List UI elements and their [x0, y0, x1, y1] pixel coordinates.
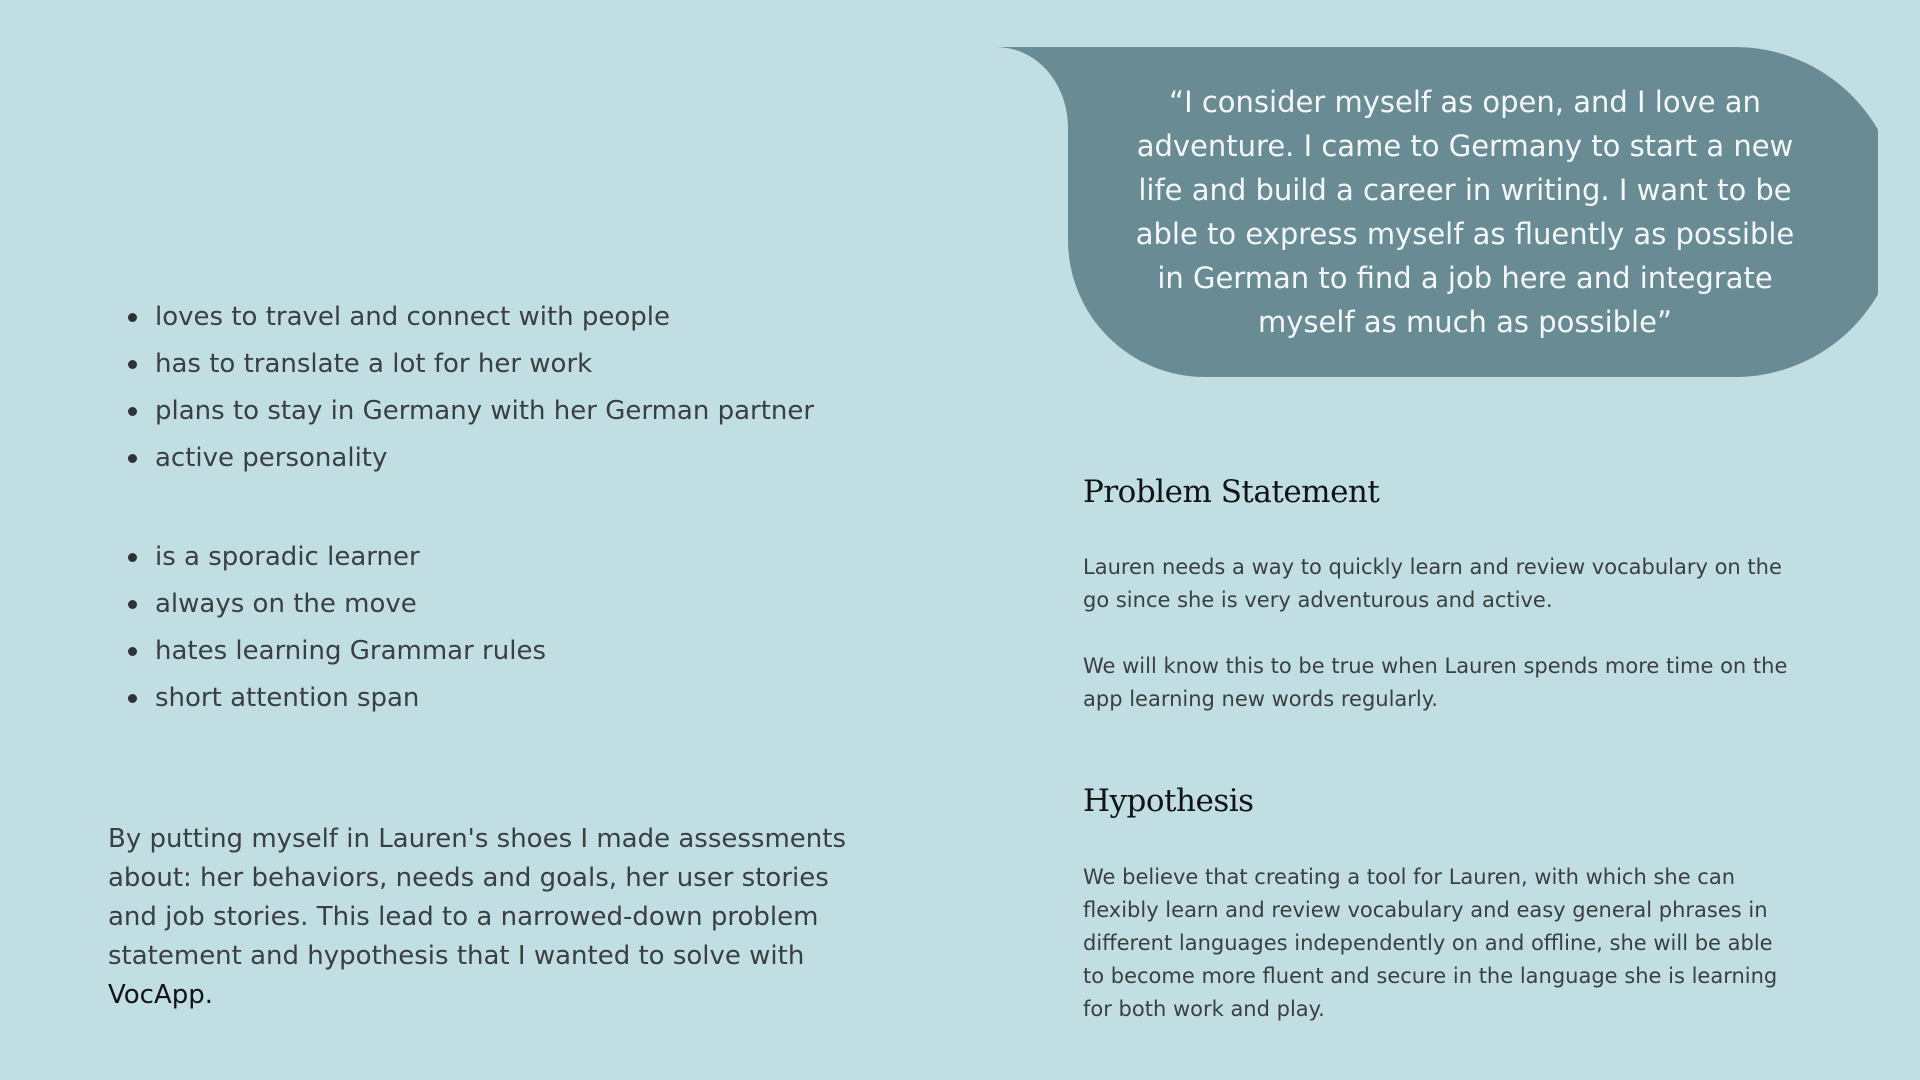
problem-statement-title: Problem Statement — [1083, 474, 1380, 510]
list-item: loves to travel and connect with people — [155, 294, 814, 341]
traits-list — [155, 294, 814, 482]
hypothesis-title: Hypothesis — [1083, 783, 1254, 819]
hypothesis-paragraph: We believe that creating a tool for Lauren, with which she can flexibly learn and review vocabulary and easy general phrases in different languages independently on and offline, she will be able to become more fluent and secure in the language she is learning for both work and play. — [1083, 865, 1778, 1021]
list-item: hates learning Grammar rules — [155, 628, 546, 675]
list-item: always on the move — [155, 581, 546, 628]
problem-statement-paragraph: Lauren needs a way to quickly learn and review vocabulary on the go since she is very adventurous and active. — [1083, 555, 1782, 612]
summary-text: By putting myself in Lauren's shoes I made assessments about: her behaviors, needs and goals, her user stories and job stories. This lead to a narrowed-down problem statement and hypothesis that I wanted to solve with — [108, 824, 846, 971]
behaviors-list — [155, 534, 546, 722]
summary-paragraph — [108, 820, 878, 1015]
list-item: is a sporadic learner — [155, 534, 546, 581]
list-item: active personality — [155, 435, 814, 482]
list-item: has to translate a lot for her work — [155, 341, 814, 388]
brand-name: VocApp. — [108, 980, 214, 1010]
persona-quote: “I consider myself as open, and I love an adventure. I came to Germany to start a new life and build a career in writing. I want to be able to express myself as fluently as possible in German to find a job here and integrate myself as much as possible” — [1135, 85, 1795, 339]
success-criteria-paragraph: We will know this to be true when Lauren spends more time on the app learning new words regularly. — [1083, 654, 1788, 711]
list-item: plans to stay in Germany with her German partner — [155, 388, 814, 435]
list-item: short attention span — [155, 675, 546, 722]
